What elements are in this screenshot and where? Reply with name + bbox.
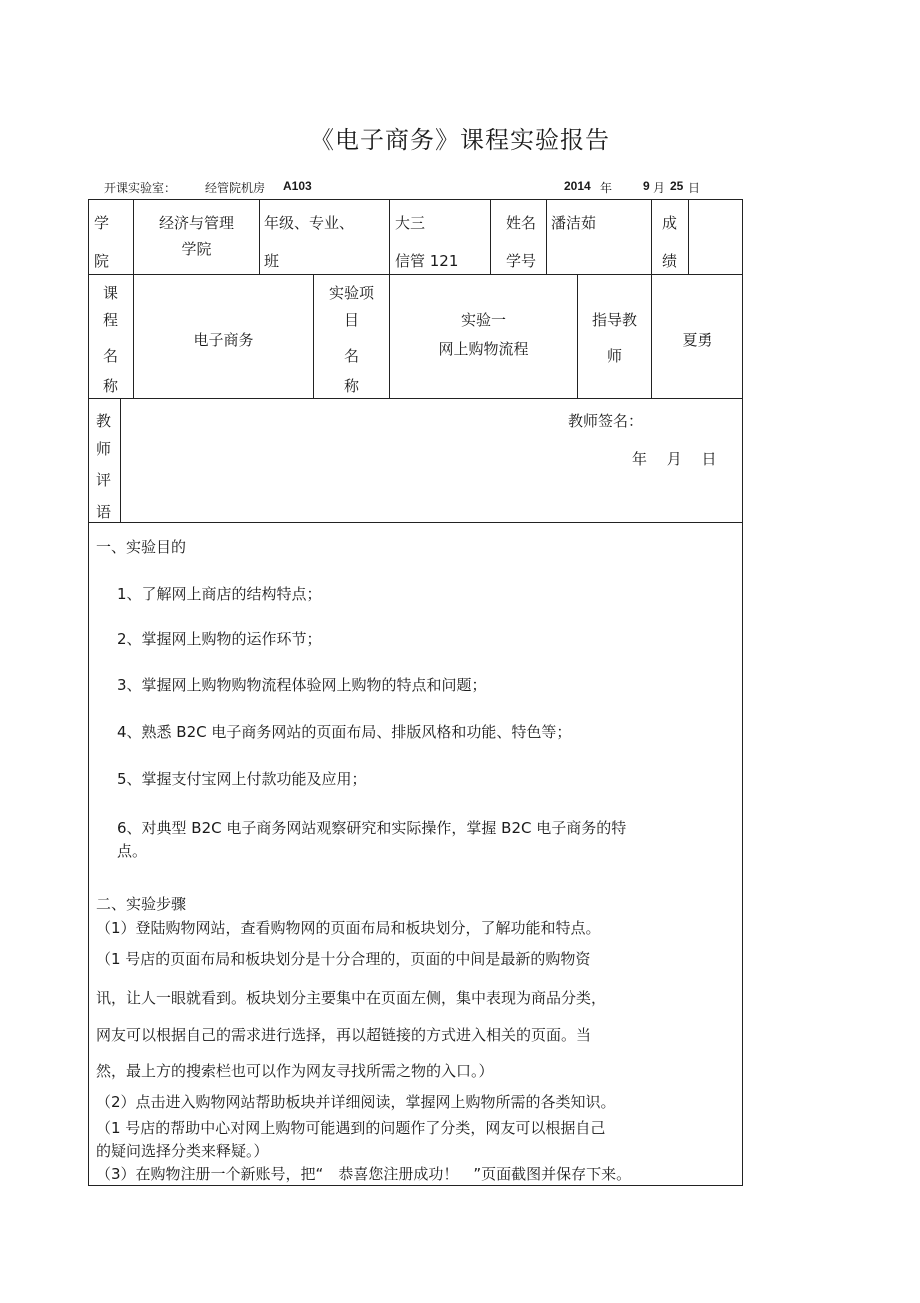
objective-item: 3、掌握网上购物购物流程体验网上购物的特点和问题； — [117, 676, 487, 694]
lab-room: A103 — [283, 179, 312, 193]
project-name-1: 实验一 — [460, 311, 506, 329]
col-divider — [389, 274, 390, 398]
project-name-2: 网上购物流程 — [438, 340, 529, 358]
col-divider — [688, 199, 689, 274]
course-label-3: 名 — [103, 347, 119, 365]
report-month: 9 — [643, 179, 650, 193]
objective-item: 4、熟悉 B2C 电子商务网站的页面布局、排版风格和功能、特色等； — [117, 723, 572, 741]
step-line: （3）在购物注册一个新账号，把“ 恭喜您注册成功！ ”页面截图并保存下来。 — [96, 1165, 632, 1183]
col-divider — [259, 199, 260, 274]
name-label: 姓名 — [506, 214, 537, 232]
section2-heading: 二、实验步骤 — [96, 895, 187, 913]
college-value-1: 经济与管理 — [158, 214, 234, 232]
course-name: 电子商务 — [193, 331, 254, 349]
report-title: 《电子商务》课程实验报告 — [310, 126, 610, 154]
report-year: 2014 — [564, 179, 591, 193]
signature-date: 年 月 日 — [632, 450, 717, 468]
college-label-1: 学 — [94, 214, 110, 232]
project-label-3: 名 — [343, 347, 359, 365]
project-label-1: 实验项 — [328, 284, 374, 302]
teacher-name: 夏勇 — [682, 331, 713, 349]
comment-label-3: 评 — [96, 471, 112, 489]
year-unit: 年 — [600, 181, 613, 195]
col-divider — [651, 199, 652, 274]
course-label-1: 课 — [103, 284, 119, 302]
step-line: 讯，让人一眼就看到。板块划分主要集中在页面左侧，集中表现为商品分类， — [96, 989, 607, 1007]
comment-label-1: 教 — [96, 412, 112, 430]
grade-label-1: 年级、专业、 — [264, 214, 355, 232]
objective-item: 5、掌握支付宝网上付款功能及应用； — [117, 770, 367, 788]
lab-name: 经管院机房 — [205, 181, 266, 195]
objective-item: 1、了解网上商店的结构特点； — [117, 585, 322, 603]
teacher-label-1: 指导教 — [591, 311, 637, 329]
section1-heading: 一、实验目的 — [96, 538, 187, 556]
step-line: 的疑问选择分类来释疑。） — [96, 1142, 269, 1160]
step-line: 网友可以根据自己的需求进行选择，再以超链接的方式进入相关的页面。当 — [96, 1026, 592, 1044]
step-line: （1）登陆购物网站，查看购物网的页面布局和板块划分，了解功能和特点。 — [96, 919, 601, 937]
score-label-1: 成 — [662, 214, 678, 232]
comment-label-2: 师 — [96, 440, 112, 458]
col-divider — [490, 199, 491, 274]
col-divider — [577, 274, 578, 398]
grade-value-2: 信管 121 — [395, 252, 459, 270]
row-divider — [88, 398, 743, 399]
objective-item: 2、掌握网上购物的运作环节； — [117, 630, 322, 648]
step-line: 然，最上方的搜索栏也可以作为网友寻找所需之物的入口。） — [96, 1062, 494, 1080]
grade-value-1: 大三 — [395, 214, 426, 232]
report-day: 25 — [670, 179, 684, 193]
project-label-4: 称 — [343, 377, 359, 395]
score-label-2: 绩 — [662, 252, 678, 270]
row-divider — [88, 522, 743, 523]
college-label-2: 院 — [94, 252, 110, 270]
student-id-label: 学号 — [506, 252, 537, 270]
step-line: （2）点击进入购物网站帮助板块并详细阅读，掌握网上购物所需的各类知识。 — [96, 1093, 616, 1111]
objective-item-continued: 点。 — [117, 842, 148, 860]
col-divider — [546, 199, 547, 274]
lab-label: 开课实验室： — [104, 181, 177, 195]
course-label-4: 称 — [103, 377, 119, 395]
objective-item: 6、对典型 B2C 电子商务网站观察研究和实际操作，掌握 B2C 电子商务的特 — [117, 819, 627, 837]
col-divider — [120, 398, 121, 522]
grade-label-2: 班 — [264, 252, 280, 270]
teacher-signature-label: 教师签名： — [568, 412, 644, 430]
month-unit: 月 — [653, 181, 666, 195]
college-value-2: 学院 — [181, 240, 212, 258]
project-label-2: 目 — [343, 311, 359, 329]
col-divider — [133, 199, 134, 274]
student-name: 潘洁茹 — [551, 214, 597, 232]
comment-label-4: 语 — [96, 503, 112, 521]
col-divider — [389, 199, 390, 274]
step-line: （1 号店的页面布局和板块划分是十分合理的，页面的中间是最新的购物资 — [96, 950, 591, 968]
row-divider — [88, 274, 743, 275]
day-unit: 日 — [688, 181, 701, 195]
step-line: （1 号店的帮助中心对网上购物可能遇到的问题作了分类，网友可以根据自己 — [96, 1119, 606, 1137]
course-label-2: 程 — [103, 311, 119, 329]
teacher-label-2: 师 — [606, 347, 622, 365]
